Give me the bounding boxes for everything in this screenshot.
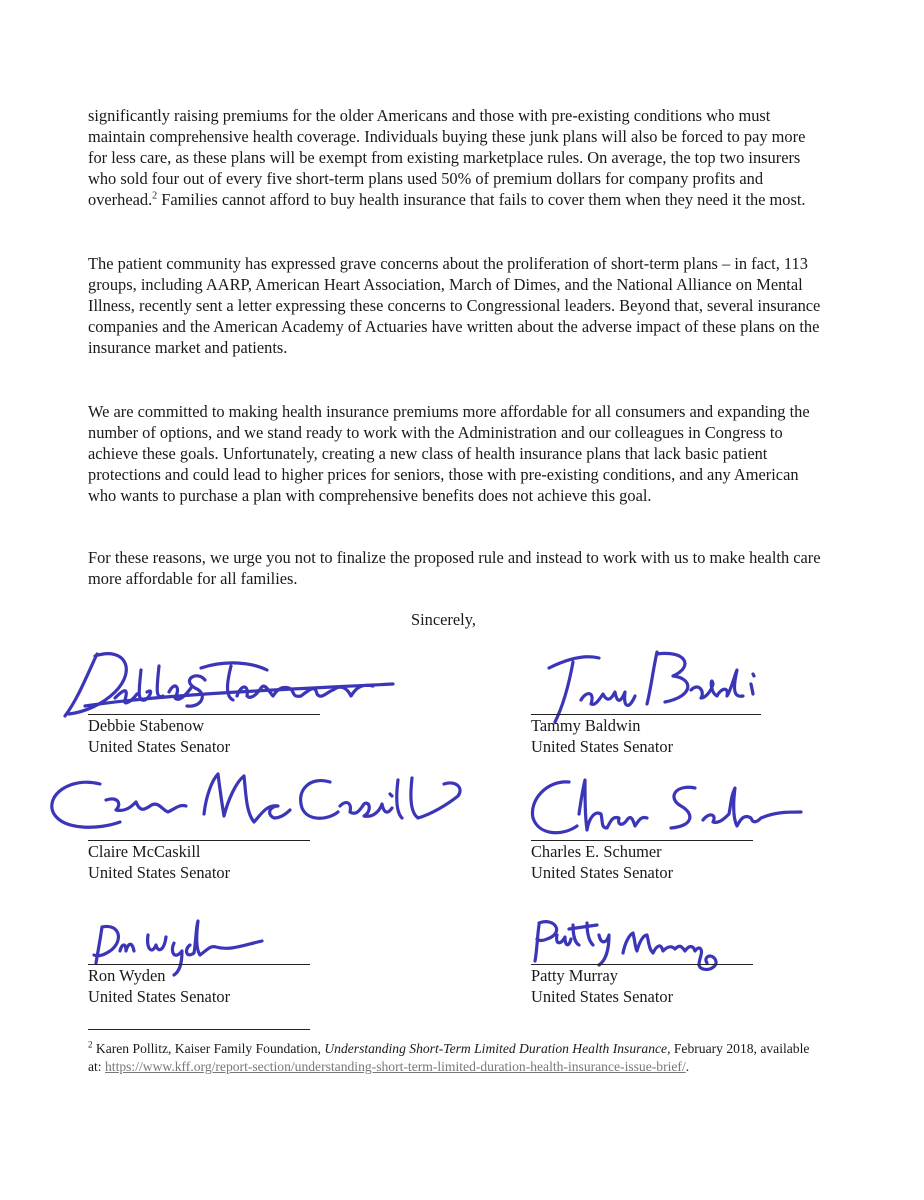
signatory-title: United States Senator [88, 863, 231, 882]
signatory-baldwin [531, 715, 673, 757]
signature-baldwin [525, 640, 775, 725]
signatory-title: United States Senator [531, 737, 674, 756]
signatory-schumer [531, 841, 673, 883]
footnote-link[interactable]: https://www.kff.org/report-section/understanding-short-term-limited-duration-health-insurance-issue-brief/ [105, 1059, 686, 1074]
paragraph-premiums [88, 105, 828, 210]
signatory-name: Ron Wyden [88, 966, 166, 985]
signatory-title: United States Senator [88, 987, 231, 1006]
footnote [88, 1040, 818, 1076]
footnote-ref: 2 [152, 190, 158, 202]
signatory-stabenow [88, 715, 230, 757]
signatory-name: Claire McCaskill [88, 842, 201, 861]
paragraph-premiums-text-end: Families cannot afford to buy health insurance that fails to cover them when they need it the most. [157, 190, 806, 209]
paragraph-commitment: We are committed to making health insurance premiums more affordable for all consumers and expanding the number of options, and we stand ready to work with the Administration and our colleagues in Congress to achieve these goals. Unfortunately, creating a new class of health insurance plans that lack basic patient protections and could lead to higher prices for seniors, those with pre-existing conditions, and any American who wants to purchase a plan with comprehensive benefits does not achieve this goal. [88, 402, 810, 505]
signatory-name: Debbie Stabenow [88, 716, 205, 735]
paragraph-patient-community: The patient community has expressed grave concerns about the proliferation of short-term plans – in fact, 113 groups, including AARP, American Heart Association, March of Dimes, and the National Alliance on Mental Illness, recently sent a letter expressing these concerns to Congressional leaders. Beyond that, several insurance companies and the American Academy of Actuaries have written about the adverse impact of these plans on the insurance market and patients. [88, 254, 821, 357]
signature-mccaskill [40, 760, 470, 845]
footnote-date: , February 2018, available at: [88, 1041, 810, 1074]
signatory-name: Patty Murray [531, 966, 618, 985]
closing: Sincerely, [411, 610, 476, 629]
signatory-mccaskill [88, 841, 230, 883]
footnote-marker: 2 [88, 1039, 93, 1050]
signature-schumer [525, 770, 805, 845]
signatory-name: Charles E. Schumer [531, 842, 662, 861]
signature-stabenow [55, 640, 395, 725]
paragraph-premiums-text: significantly raising premiums for the older Americans and those with pre-existing conditions who must maintain comprehensive health coverage. Individuals buying these junk plans will also be forced to pay more for less care, as these plans will be exempt from existing marketplace rules. On average, the top two insurers who sold four out of every five short-term plans used 50% of premium dollars for company profits and overhead. [88, 106, 806, 209]
footnote-rule [88, 1029, 310, 1030]
signatory-title: United States Senator [531, 863, 674, 882]
signatory-wyden [88, 965, 230, 1007]
footnote-title: Understanding Short-Term Limited Duration Health Insurance [324, 1041, 668, 1056]
signatory-murray [531, 965, 673, 1007]
footnote-author: Karen Pollitz, Kaiser Family Foundation, [92, 1041, 325, 1056]
paragraph-urge: For these reasons, we urge you not to finalize the proposed rule and instead to work with us to make health care more affordable for all families. [88, 548, 821, 588]
signatory-name: Tammy Baldwin [531, 716, 641, 735]
footnote-end: . [685, 1059, 690, 1074]
signatory-title: United States Senator [531, 987, 674, 1006]
signatory-title: United States Senator [88, 737, 231, 756]
